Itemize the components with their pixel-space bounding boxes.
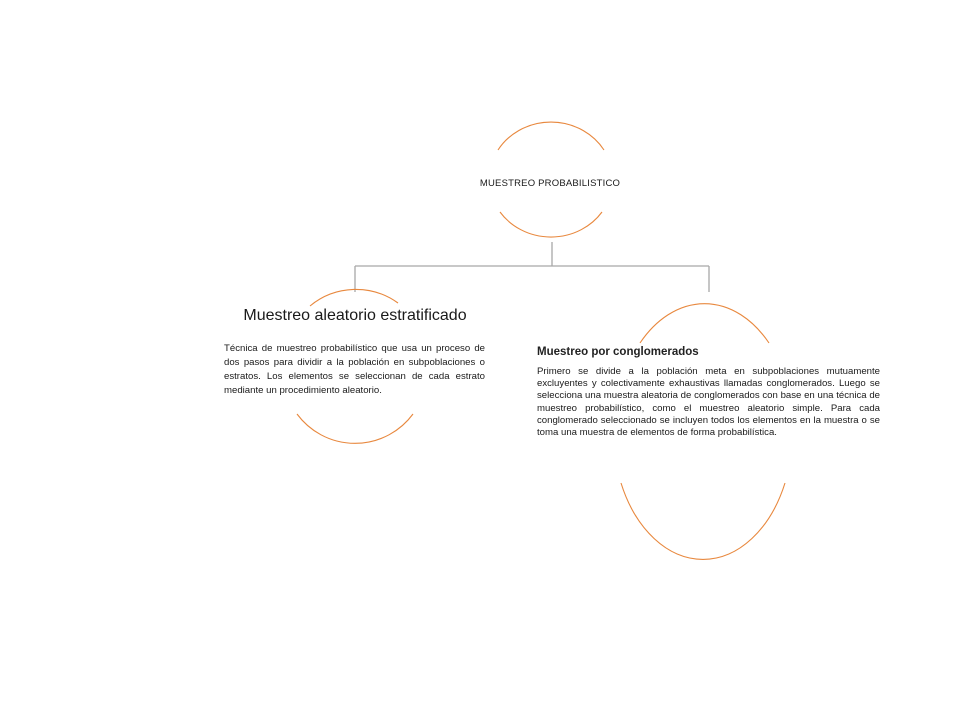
left-circle-top-arc	[310, 289, 398, 306]
root-node-label: MUESTREO PROBABILISTICO	[479, 178, 621, 189]
root-circle-bottom-arc	[500, 212, 602, 237]
right-circle-top-arc	[640, 304, 769, 343]
right-circle-bottom-arc	[621, 483, 785, 559]
root-circle-top-arc	[498, 122, 604, 150]
cluster-node-description: Primero se divide a la población meta en subpoblaciones mutuamente excluyentes y colectivamente exhaustivas llamadas conglomerados. Luego se selecciona una muestra aleatoria de conglomerados con base en una técnica de muestreo probabilístico, como el muestreo aleatorio simple. Para cada conglomerado seleccionado se incluyen todos los elementos en la muestra o se toma una muestra de elementos de forma probabilística.	[537, 366, 880, 439]
connector-lines	[355, 242, 709, 292]
left-circle-bottom-arc	[297, 414, 413, 443]
stratified-node-description: Técnica de muestreo probabilístico que usa un proceso de dos pasos para dividir a la población en subpoblaciones o estratos. Los elementos se seleccionan de cada estrato mediante un procedimiento aleatorio.	[224, 343, 485, 396]
stratified-node-title: Muestreo aleatorio estratificado	[243, 307, 467, 324]
cluster-node-title: Muestreo por conglomerados	[537, 346, 699, 358]
